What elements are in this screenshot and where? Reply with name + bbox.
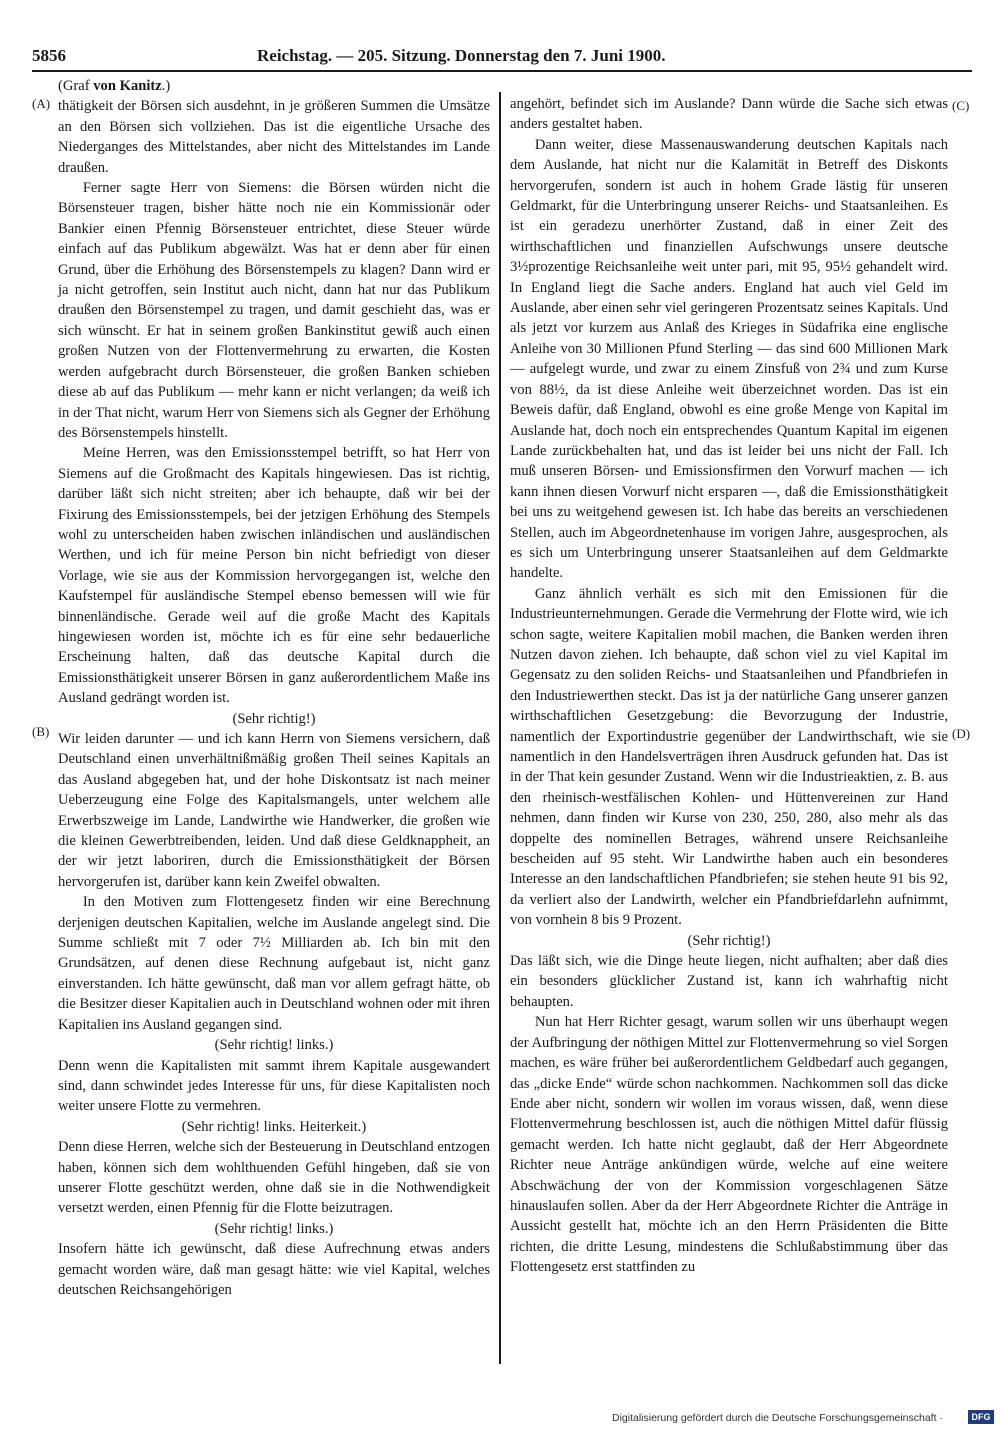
- paragraph: Insofern hätte ich gewünscht, daß diese Aufrechnung etwas anders gemacht worden wäre, daß man gesagt hätte: wie viel Kapital, welches deutschen Reichsangehörigen: [58, 1241, 490, 1298]
- paragraph: thätigkeit der Börsen sich ausdehnt, in je größeren Summen die Umsätze an den Börsen sich vollziehen. Das ist die eigentliche Ursache des Niederganges des Mittelstandes, aber nicht des Mittelstandes im Lande draußen.: [58, 98, 490, 176]
- paragraph: Ganz ähnlich verhält es sich mit den Emissionen für die Industrieunternehmungen. Gerade die Vermehrung der Flotte wird, wie ich schon sagte, weitere Kapitalien mobil machen, die Banken werden ihren Nutzen davon ziehen. Ich behaupte, daß schon viel zu viel Kapital im Gegensatz zu den soliden Reichs- und Staatsanleihen und Pfandbriefen in den Industriewerthen steckt. Das ist ja der natürliche Gang unserer ganzen wirthschaftlichen Gesetzgebung: die Bevorzugung der Industrie, namentlich der Exportindustrie gegenüber der Landwirthschaft, wie sie namentlich in den Handelsverträgen ihren Ausdruck gefunden hat. Das ist in der That kein gesunder Zustand. Wenn wir die Industrieaktien, z. B. aus den rheinisch-westfälischen Kohlen- und Hüttenvereinen zur Hand nehmen, dann finden wir Kurse von 230, 250, 280, also mehr als das doppelte des nominellen Betrages, während unsere Reichsanleihe bescheiden auf 95 steht. Wir Landwirthe haben auch ein besonderes Interesse an den landschaftlichen Pfandbriefen; sie stehen heute 91 bis 92, da verliert also der Landwirth, welcher ein Pfandbriefdarlehn aufnimmt, von vornhein 8 bis 9 Prozent.: [510, 585, 948, 929]
- paragraph: Nun hat Herr Richter gesagt, warum sollen wir uns überhaupt wegen der Aufbringung der nöthigen Mittel zur Flottenvermehrung so viel Sorgen machen, es wäre früher bei außerordentlichem Geldbedarf auch gegangen, das „dicke Ende“ würde schon nachkommen. Nachkommen soll das dicke Ende aber nicht, sondern wir wollen im voraus wissen, daß, wenn diese Flottenvermehrung beschlossen ist, auch die nöthigen Mittel dafür flüssig gemacht werden. Ich hatte nicht geglaubt, daß der Herr Abgeordnete Richter neue Anträge ankündigen würde, welche auf eine weitere Abschwächung der von der Kommission vorgeschlagenen Sätze hinauslaufen sollen. Aber da der Herr Abgeordnete Richter die Anträge in Aussicht gestellt hat, möchte ich an den Herrn Präsidenten die Bitte richten, die dritte Lesung, mindestens die Schlußabstimmung über das Flottengesetz erst stattfinden zu: [510, 1014, 948, 1276]
- paragraph: Denn diese Herren, welche sich der Besteuerung in Deutschland entzogen haben, können sich dem wohlthuenden Gefühl hingeben, daß sie von unserer Flotte geschützt werden, ohne daß sie in die Nothwendigkeit versetzt werden, einen Pfennig für die Flotte beizutragen.: [58, 1139, 490, 1217]
- paragraph: Das läßt sich, wie die Dinge heute liegen, nicht aufhalten; aber daß dies ein besonders glücklicher Zustand ist, kann ich wahrhaftig nicht behaupten.: [510, 953, 948, 1010]
- paragraph: Meine Herren, was den Emissionsstempel betrifft, so hat Herr von Siemens auf die Großmacht des Kapitals hingewiesen. Das ist richtig, darüber läßt sich nicht streiten; aber ich behaupte, daß wir bei der Fixirung des Emissionsstempels, bei der jetzigen Erhöhung des Stempels wohl zu unterscheiden haben zwischen inländischen und ausländischen Werthen, und ich für meine Person bin nicht befriedigt von dieser Vorlage, wie sie aus der Kommission hervorgegangen ist, welche den Kaufstempel für ausländische Stempel ebenso bemessen will wie für binnenländische. Gerade weil auf die große Macht des Kapitals hingewiesen worden ist, möchte ich es für eine sehr bedauerliche Erscheinung halten, daß das deutsche Kapital durch die Emissionsthätigkeit unserer Börsen in ganz außerordentlichem Maße ins Ausland gedrängt worden ist.: [58, 445, 490, 707]
- paragraph: Wir leiden darunter — und ich kann Herrn von Siemens versichern, daß Deutschland einen unverhältnißmäßig großen Theil seines Kapitals an das Ausland abgegeben hat, und der hohe Diskontsatz ist nach meiner Ueberzeugung eine Folge des Kapitalsmangels, unter welchem alle Erwerbszweige im Lande, Landwirthe wie Handwerker, die großen wie die kleinen Gewerbtreibenden, leiden. Und daß diese Geldknappheit, an der wir jetzt laboriren, durch die Emissionsthätigkeit der Börsen hervorgerufen ist, darüber kann kein Zweifel obwalten.: [58, 731, 490, 890]
- digitization-credit: Digitalisierung gefördert durch die Deutsche Forschungsgemeinschaft ·: [612, 1412, 943, 1424]
- interjection: (Sehr richtig! links.): [214, 1220, 334, 1237]
- margin-marker-c: (C): [952, 98, 970, 113]
- page-header: [32, 42, 972, 72]
- speaker-name: von Kanitz: [93, 78, 162, 94]
- margin-marker-d: (D): [952, 726, 971, 741]
- left-column: [58, 76, 490, 1300]
- running-head: Reichstag. — 205. Sitzung. Donnerstag den 7. Juni 1900.: [257, 46, 666, 65]
- dfg-logo: DFG: [968, 1410, 994, 1424]
- speaker-attribution: [58, 76, 490, 96]
- interjection: (Sehr richtig! links.): [214, 1037, 334, 1054]
- interjection: (Sehr richtig!): [687, 932, 771, 949]
- interjection: (Sehr richtig! links. Heiterkeit.): [181, 1118, 367, 1135]
- margin-marker-b: (B): [32, 724, 50, 739]
- paragraph: Denn wenn die Kapitalisten mit sammt ihrem Kapitale ausgewandert sind, dann schwindet jedes Interesse für uns, für diese Kapitalisten noch weiter unsere Flotte zu vermehren.: [58, 1057, 490, 1115]
- right-column: [510, 94, 948, 1278]
- paragraph: Ferner sagte Herr von Siemens: die Börsen würden nicht die Börsensteuer tragen, bisher hätte noch nie ein Kommissionär oder Bankier einen Pfennig Börsensteuer entrichtet, diese Steuer würde einfach auf das Publikum abgewälzt. Was hat er denn aber für einen Grund, über die Erhöhung des Börsenstempels zu klagen? Dann wird er ja nicht getroffen, sein Institut auch nicht, dann hat nur das Publikum draußen den Börsenstempel zu tragen, und damit geschieht das, was er sich wünscht. Er hat in seinem großen Bankinstitut gewiß auch einen großen Nutzen von der Flottenvermehrung zu erwarten, die Kosten werden aufgebracht durch Börsensteuer, die großen Banken schieben diese ab auf das Publikum — mehr kann er nicht verlangen; da weiß ich in der That nicht, warum Herr von Siemens sich als Gegner der Erhöhung des Börsenstempels hinstellt.: [58, 180, 490, 441]
- interjection: (Sehr richtig!): [232, 710, 316, 727]
- column-divider: [499, 92, 501, 1364]
- page-number: 5856: [32, 46, 66, 65]
- speaker-prefix: (Graf: [58, 78, 94, 94]
- paragraph: In den Motiven zum Flottengesetz finden wir eine Berechnung derjenigen deutschen Kapitalien, welche im Auslande angelegt sind. Die Summe schließt mit 7 oder 7½ Milliarden ab. Ich bin mit den Grundsätzen, auf denen diese Rechnung aufgebaut ist, nicht ganz einverstanden. Ich hätte gewünscht, daß man vor allem gefragt hätte, ob die Besitzer dieser Kapitalien auch in Deutschland wohnen oder mit ihren Kapitalien ins Ausland gegangen sind.: [58, 894, 490, 1033]
- paragraph: Dann weiter, diese Massenauswanderung deutschen Kapitals nach dem Auslande, hat nicht nur die Kalamität in Betreff des Diskonts hervorgerufen, sondern ist auch in hohem Grade lästig für unseren Geldmarkt, für die Unterbringung unserer Reichs- und Staatsanleihen. Es ist ein geradezu unerhörter Zustand, daß in einer Zeit des wirthschaftlichen und finanziellen Aufschwungs unsere deutsche 3½prozentige Reichsanleihe weit unter pari, mit 95, 95½ gehandelt wird. In England liegt die Sache anders. England hat auch viel Geld im Auslande, aber einen sehr viel geringeren Prozentsatz seines Kapitals. Und als jetzt vor kurzem aus Anlaß des Krieges in Südafrika eine englische Anleihe von 30 Millionen Pfund Sterling — das sind 600 Millionen Mark — aufgelegt wurde, und zwar zu einem Zinsfuß von 2¾ und zum Kurse von 88½, da ist diese Anleihe weit überzeichnet worden. Das ist ein Beweis dafür, daß England, obwohl es eine große Menge von Kapital im Auslande hat, doch noch ein entsprechendes Quantum Kapital im eigenen Lande zurückbehalten hat, und das ist leider bei uns nicht der Fall. Ich muß unseren Börsen- und Emissionsfirmen den Vorwurf machen — ich kann ihnen diesen Vorwurf nicht ersparen —, daß die Emissionsthätigkeit bei uns zu weitgehend gewesen ist. Ich habe das bereits an verschiedenen Stellen, auch im Abgeordnetenhause im vorigen Jahre, ausgesprochen, als es sich um Unterbringung unserer Staatsanleihen auf dem Geldmarkte handelte.: [510, 136, 948, 582]
- paragraph: angehört, befindet sich im Auslande? Dann würde die Sache sich etwas anders gestaltet haben.: [510, 96, 948, 133]
- margin-marker-a: (A): [32, 96, 51, 111]
- speaker-suffix: .): [161, 78, 171, 94]
- header-rule: [32, 70, 972, 72]
